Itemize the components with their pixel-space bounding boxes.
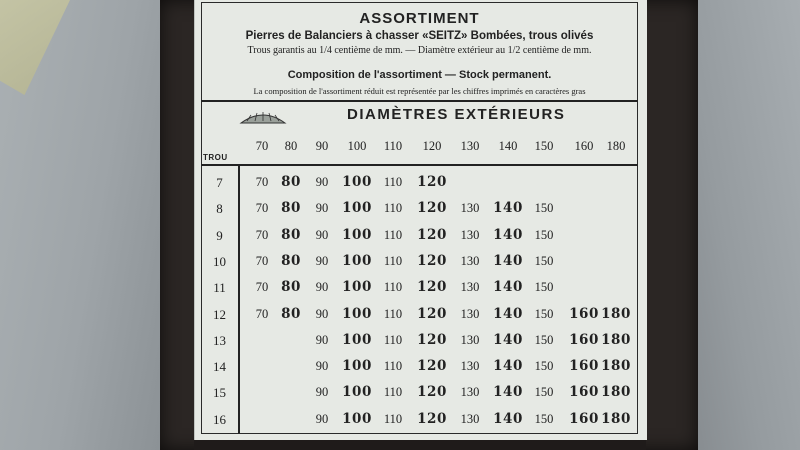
table-cell: 180 — [601, 384, 631, 401]
table-cell: 110 — [383, 175, 403, 189]
table-cell: 150 — [534, 306, 554, 321]
row-header: 9 — [216, 227, 223, 243]
row-header: 8 — [216, 201, 223, 217]
table-cell: 130 — [460, 253, 480, 268]
row-header: 14 — [213, 359, 226, 375]
table-cell: 140 — [493, 200, 523, 217]
column-header: 100 — [347, 139, 367, 153]
table-cell: 100 — [342, 410, 372, 427]
table-cell: 110 — [383, 411, 403, 426]
table-cell: 80 — [281, 252, 301, 269]
size-table — [201, 165, 638, 434]
axis-title: DIAMÈTRES EXTÉRIEURS — [347, 106, 566, 123]
table-cell: 130 — [460, 359, 480, 374]
table-cell: 100 — [342, 174, 372, 190]
row-header: 12 — [213, 306, 226, 322]
tolerance-note: Trous garantis au 1/4 centième de mm. — Diamètre extérieur au 1/2 centième de mm. — [247, 45, 592, 56]
table-cell: 90 — [315, 385, 329, 400]
table-cell: 140 — [493, 410, 523, 427]
row-header: 15 — [213, 385, 226, 401]
row-header: 11 — [213, 280, 226, 296]
row-header: 10 — [213, 253, 226, 269]
table-cell: 90 — [315, 227, 329, 242]
composition-heading: Composition de l'assortiment — Stock permanent. — [287, 69, 552, 81]
row-axis-label: TROU — [203, 153, 228, 162]
jewel-icon — [239, 110, 287, 124]
table-cell: 100 — [342, 331, 372, 348]
table-cell: 90 — [315, 253, 329, 268]
table-cell: 150 — [534, 385, 554, 400]
table-cell: 110 — [383, 306, 403, 321]
table-cell: 140 — [493, 384, 523, 401]
card-title: ASSORTIMENT — [359, 10, 480, 27]
assortment-card — [194, 0, 647, 440]
table-cell: 150 — [534, 411, 554, 426]
table-cell: 160 — [569, 384, 599, 401]
table-cell: 130 — [460, 306, 480, 321]
table-cell: 160 — [569, 305, 599, 322]
table-cell: 110 — [383, 332, 403, 347]
table-cell: 100 — [342, 358, 372, 375]
table-cell: 140 — [493, 305, 523, 322]
column-header: 70 — [255, 139, 269, 153]
table-cell: 180 — [601, 331, 631, 348]
column-header: 80 — [284, 139, 298, 153]
column-header: 180 — [606, 139, 626, 153]
table-cell: 70 — [255, 253, 269, 268]
table-cell: 140 — [493, 331, 523, 348]
table-cell: 70 — [255, 306, 269, 321]
table-cell: 130 — [460, 280, 480, 295]
table-cell: 90 — [315, 175, 329, 189]
column-header: 160 — [574, 139, 594, 153]
table-cell: 110 — [383, 385, 403, 400]
table-cell: 110 — [383, 253, 403, 268]
table-cell: 130 — [460, 411, 480, 426]
table-cell: 150 — [534, 253, 554, 268]
table-cell: 180 — [601, 410, 631, 427]
table-cell: 80 — [281, 200, 301, 217]
table-cell: 160 — [569, 358, 599, 375]
table-cell: 120 — [417, 384, 447, 401]
table-cell: 150 — [534, 280, 554, 295]
bold-legend-note: La composition de l'assortiment réduit est représentée par les chiffres imprimés en caractères gras — [253, 86, 586, 96]
table-cell: 90 — [315, 306, 329, 321]
column-header: 120 — [422, 139, 442, 153]
row-header: 16 — [213, 411, 226, 427]
background-right — [680, 0, 800, 450]
table-cell: 140 — [493, 279, 523, 296]
table-cell: 110 — [383, 201, 403, 216]
table-cell: 150 — [534, 201, 554, 216]
table-cell: 120 — [417, 331, 447, 348]
table-cell: 100 — [342, 279, 372, 296]
table-cell: 70 — [255, 201, 269, 216]
table-cell: 160 — [569, 410, 599, 427]
table-cell: 130 — [460, 227, 480, 242]
table-cell: 120 — [417, 358, 447, 375]
table-cell: 120 — [417, 305, 447, 322]
table-cell: 120 — [417, 174, 447, 190]
table-cell: 120 — [417, 200, 447, 217]
table-cell: 70 — [255, 175, 269, 189]
table-cell: 90 — [315, 201, 329, 216]
table-cell: 90 — [315, 332, 329, 347]
table-cell: 130 — [460, 201, 480, 216]
table-cell: 80 — [281, 305, 301, 322]
row-header: 7 — [216, 175, 223, 190]
table-cell: 140 — [493, 226, 523, 243]
table-cell: 110 — [383, 359, 403, 374]
table-cell: 100 — [342, 226, 372, 243]
header-divider — [201, 100, 638, 102]
table-cell: 110 — [383, 280, 403, 295]
column-header: 90 — [315, 139, 329, 153]
row-header-rule — [238, 165, 240, 434]
table-cell: 160 — [569, 331, 599, 348]
card-bottom-edge — [194, 440, 646, 450]
table-cell: 100 — [342, 252, 372, 269]
table-cell: 120 — [417, 226, 447, 243]
table-cell: 90 — [315, 280, 329, 295]
table-cell: 100 — [342, 305, 372, 322]
column-header: 130 — [460, 139, 480, 153]
table-cell: 80 — [281, 174, 301, 190]
table-cell: 90 — [315, 411, 329, 426]
column-header: 140 — [498, 139, 518, 153]
table-cell: 180 — [601, 305, 631, 322]
table-cell: 100 — [342, 200, 372, 217]
table-cell: 120 — [417, 279, 447, 296]
table-cell: 140 — [493, 252, 523, 269]
table-cell: 180 — [601, 358, 631, 375]
table-cell: 80 — [281, 226, 301, 243]
table-cell: 150 — [534, 332, 554, 347]
row-header: 13 — [213, 332, 226, 348]
table-cell: 120 — [417, 252, 447, 269]
table-cell: 70 — [255, 227, 269, 242]
table-cell: 130 — [460, 385, 480, 400]
table-cell: 130 — [460, 332, 480, 347]
table-cell: 90 — [315, 359, 329, 374]
table-cell: 80 — [281, 279, 301, 296]
table-cell: 70 — [255, 280, 269, 295]
table-cell: 140 — [493, 358, 523, 375]
column-header: 150 — [534, 139, 554, 153]
table-cell: 100 — [342, 384, 372, 401]
card-subtitle: Pierres de Balanciers à chasser «SEITZ» Bombées, trous olivés — [245, 30, 594, 42]
table-cell: 150 — [534, 227, 554, 242]
table-cell: 150 — [534, 359, 554, 374]
table-cell: 120 — [417, 410, 447, 427]
table-cell: 110 — [383, 227, 403, 242]
column-header: 110 — [383, 139, 403, 153]
